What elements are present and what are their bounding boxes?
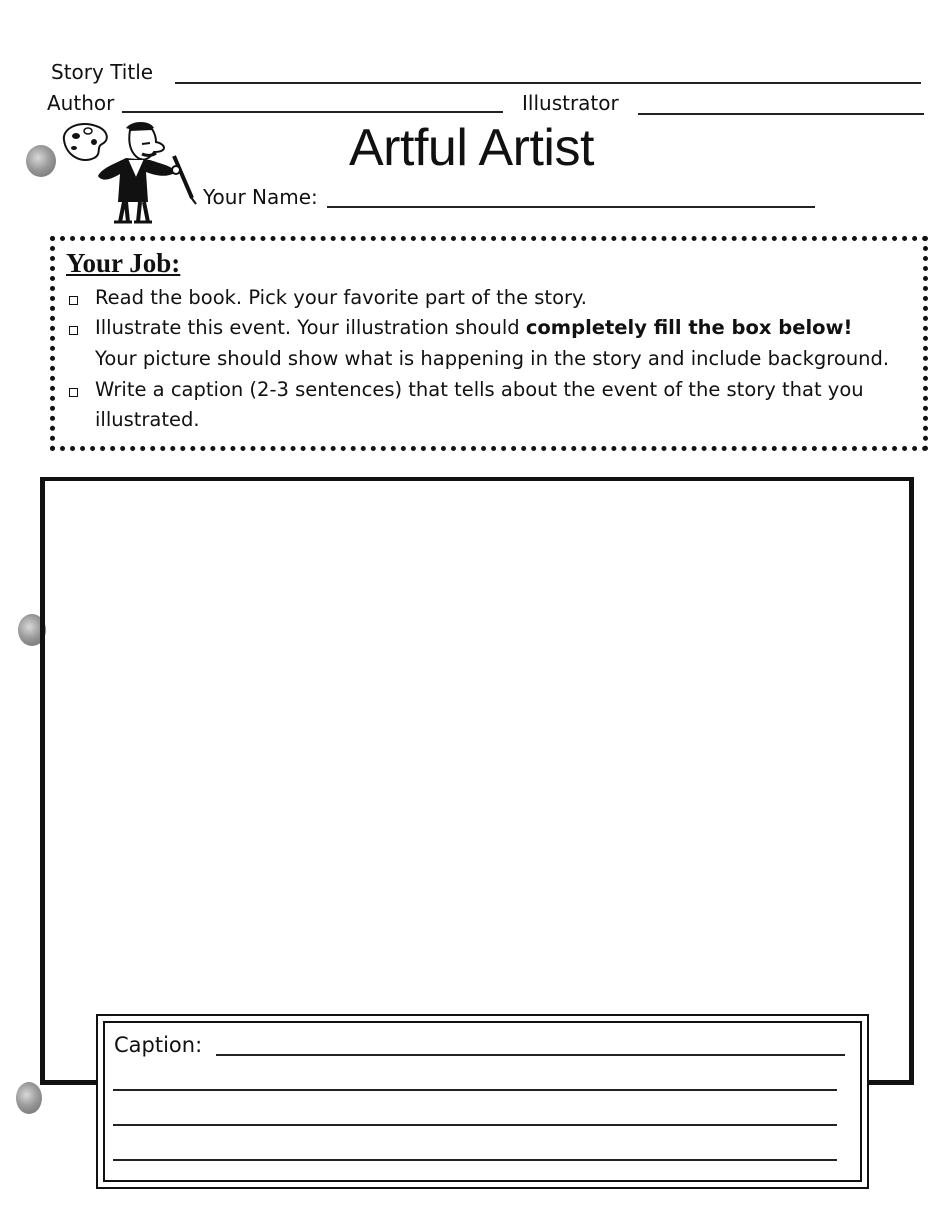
illustrator-label: Illustrator [522,91,619,115]
author-label: Author [47,91,115,115]
page-title: Artful Artist [349,119,594,177]
your-job-heading: Your Job: [66,248,181,278]
your-name-line[interactable] [327,206,815,208]
author-line[interactable] [122,111,503,113]
your-name-label: Your Name: [203,185,318,209]
job-item-3-line-2: illustrated. [95,408,200,431]
job-item-2-line-2: Your picture should show what is happening in the story and include background. [95,347,890,370]
illustrator-line[interactable] [638,113,924,115]
job-item-2-plain: Illustrate this event. Your illustration should [95,316,526,339]
caption-box [103,1021,862,1182]
job-item-3-line-1: Write a caption (2-3 sentences) that tells about the event of the story that you [95,378,864,401]
caption-line-3[interactable] [113,1124,837,1126]
job-item-1: Read the book. Pick your favorite part of the story. [95,286,587,309]
punch-hole-bottom [16,1082,42,1114]
caption-label: Caption: [114,1033,203,1057]
caption-line-1[interactable] [216,1054,845,1056]
checkbox-bullet-2 [69,326,78,335]
story-title-line[interactable] [175,82,921,84]
punch-hole-top [26,145,56,177]
caption-line-4[interactable] [113,1159,837,1161]
checkbox-bullet-1 [69,296,78,305]
caption-line-2[interactable] [113,1089,837,1091]
job-item-2-bold: completely fill the box below! [525,316,853,339]
artist-with-palette-icon [58,118,203,226]
story-title-label: Story Title [51,60,154,84]
checkbox-bullet-3 [69,388,78,397]
job-item-2-line-1 [95,316,852,339]
illustration-box[interactable] [40,477,914,1085]
